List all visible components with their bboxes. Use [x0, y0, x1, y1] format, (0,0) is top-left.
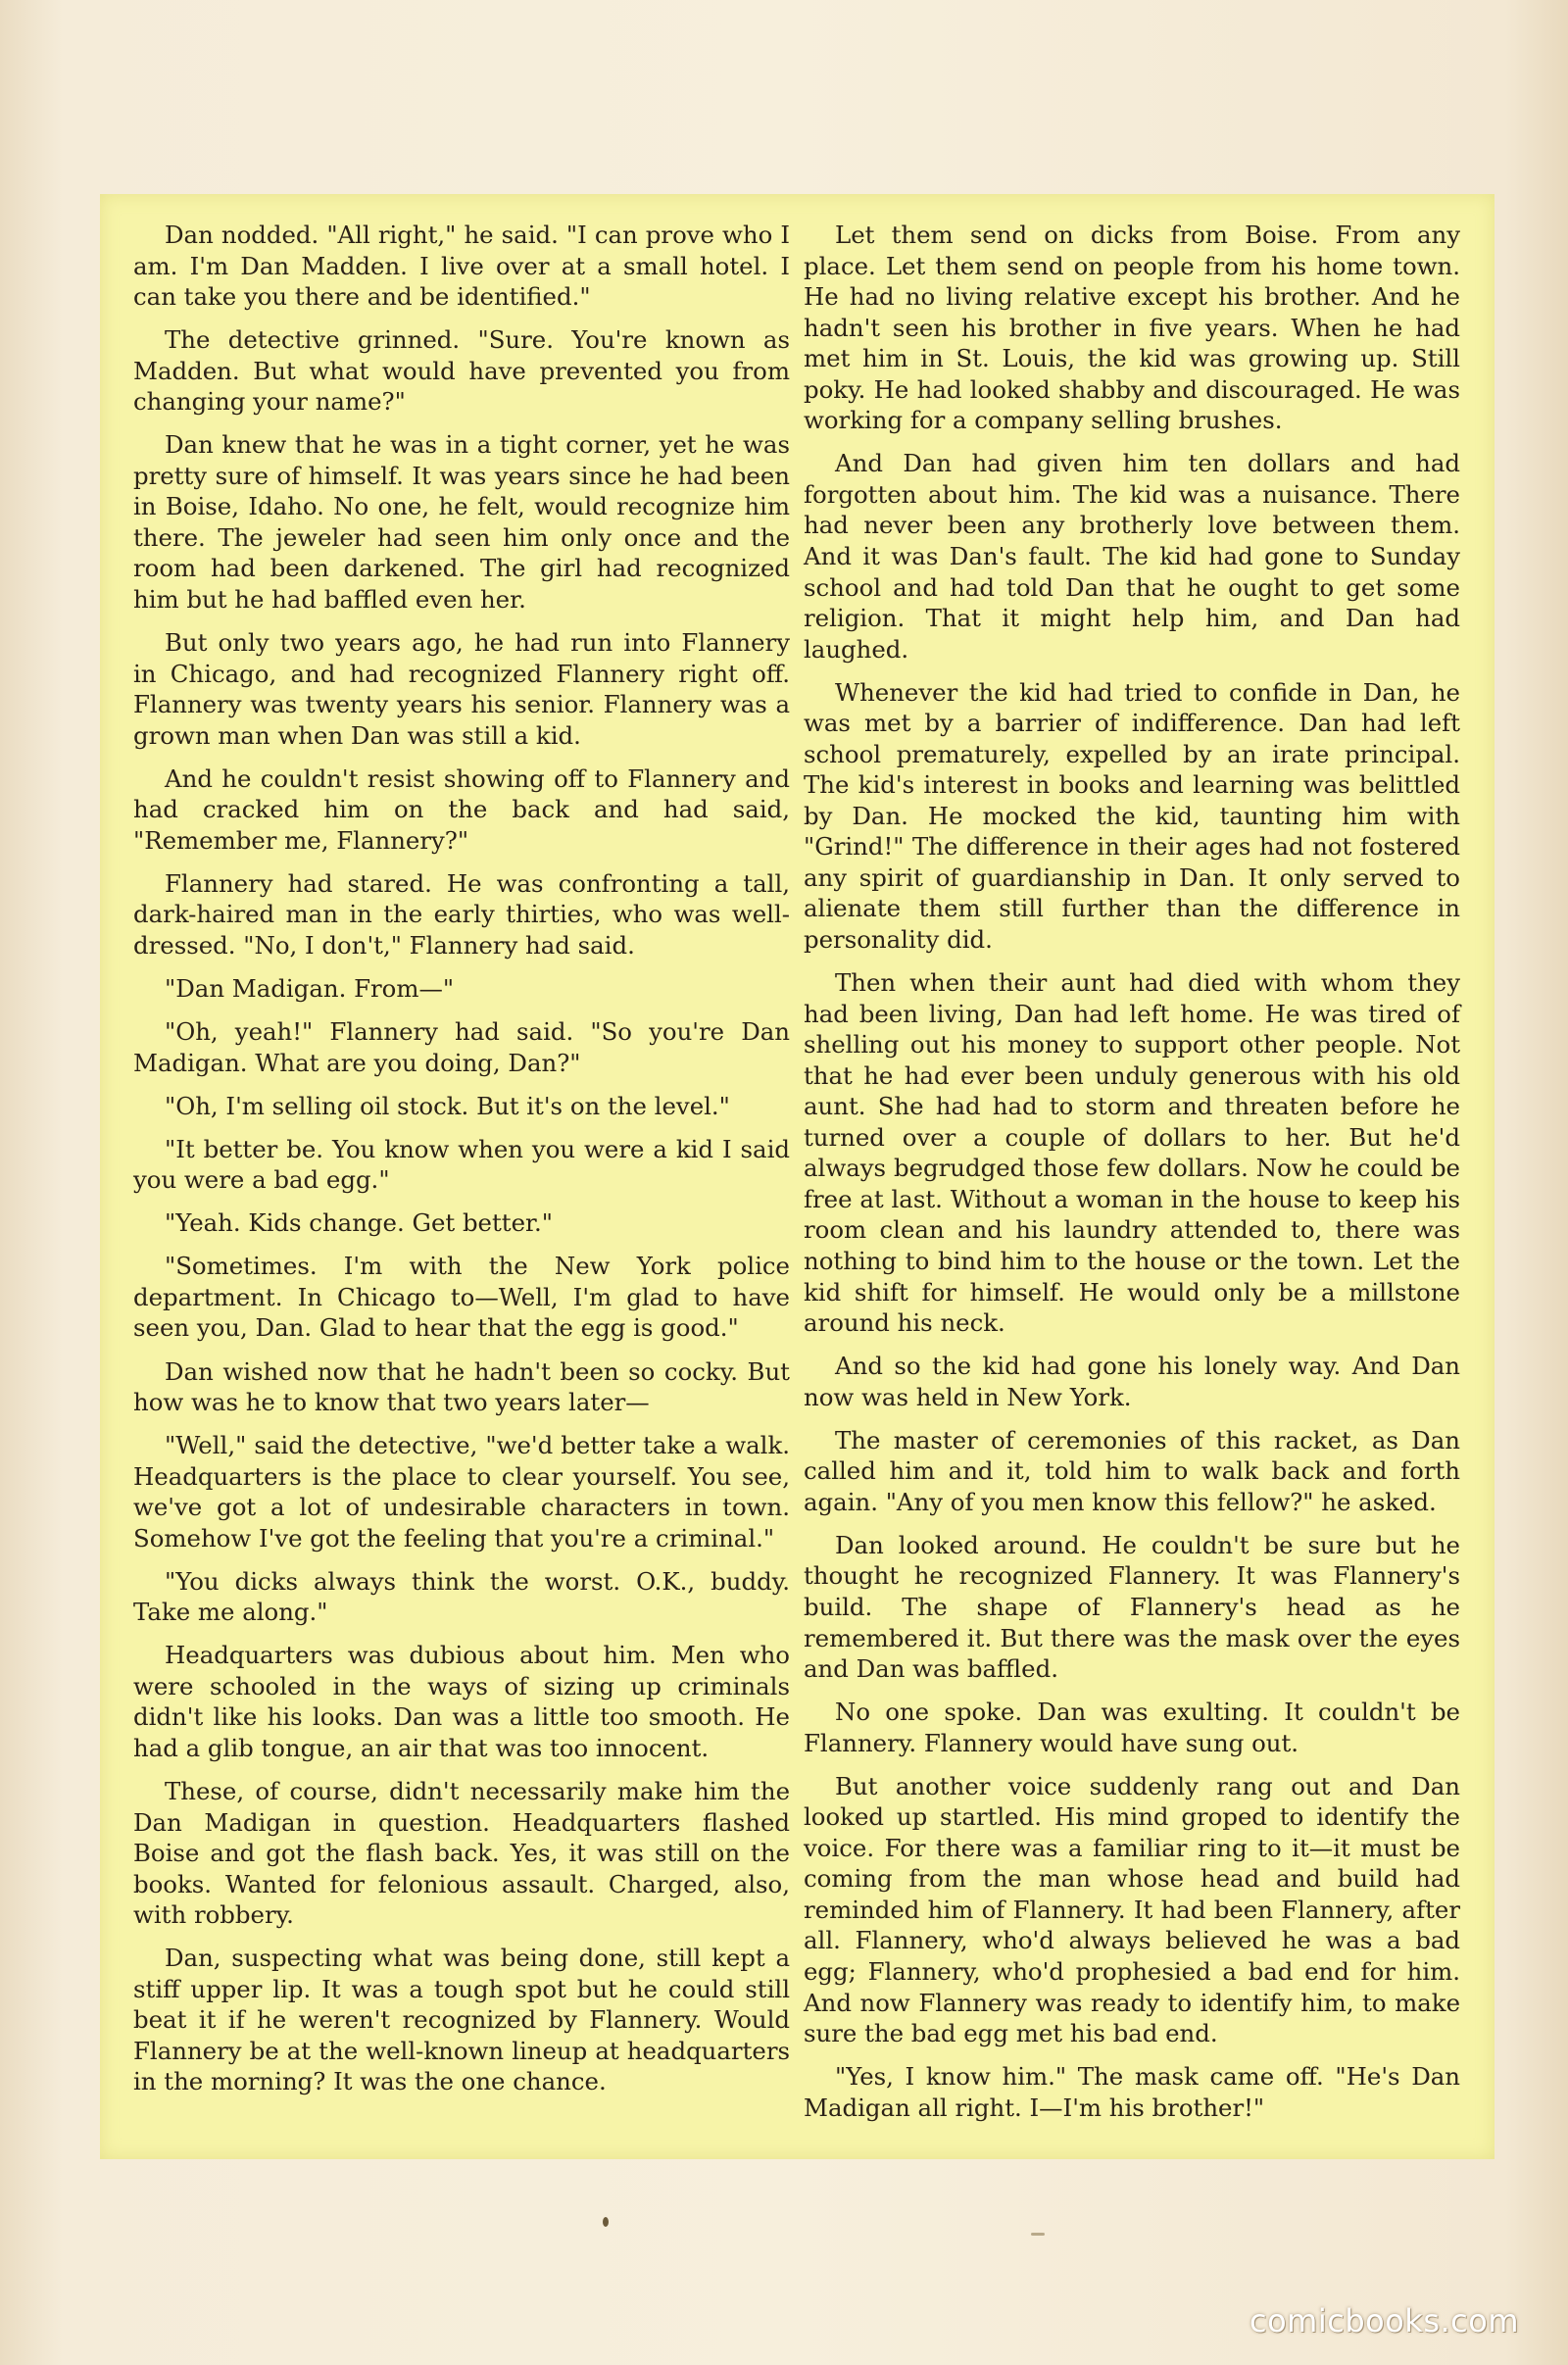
site-watermark: comicbooks.com [1249, 2302, 1519, 2340]
paragraph: "Yeah. Kids change. Get better." [165, 1208, 553, 1238]
paragraph: "Sometimes. I'm with the New York police department. In Chicago to—Well, I'm glad to have seen you, Dan. Glad to hear that the egg is good." [133, 1252, 790, 1343]
paragraph: These, of course, didn't necessarily make him the Dan Madigan in question. Headquarters flashed Boise and got the flash back. Yes, it was still on the books. Wanted for felonious assault. Charged, also, with robbery. [133, 1777, 790, 1930]
paragraph: And he couldn't resist showing off to Flannery and had cracked him on the back and had said, "Remember me, Flannery?" [133, 764, 790, 855]
paragraph: But another voice suddenly rang out and Dan looked up startled. His mind groped to identify the voice. For there was a familiar ring to it—it must be coming from the man whose head and build had reminded him of Flannery. It had been Flannery, after all. Flannery, who'd always believed he was a bad egg; Flannery, who'd prophesied a bad end for him. And now Flannery was ready to identify him, to make sure the bad egg met his bad end. [804, 1771, 1460, 2048]
right-column [804, 220, 1460, 2136]
paragraph: "Well," said the detective, "we'd better take a walk. Headquarters is the place to clear yourself. You see, we've got a lot of undesirable characters in town. Somehow I've got the feeling that you're a criminal." [133, 1431, 790, 1552]
paragraph: Dan, suspecting what was being done, still kept a stiff upper lip. It was a tough spot but he could still beat it if he weren't recognized by Flannery. Would Flannery be at the well-known lineup at headquarters in the morning? It was the one chance. [133, 1944, 790, 2096]
paragraph: "Dan Madigan. From—" [165, 974, 455, 1004]
paragraph: "Oh, yeah!" Flannery had said. "So you're Dan Madigan. What are you doing, Dan?" [133, 1017, 790, 1077]
paragraph: Dan wished now that he hadn't been so cocky. But how was he to know that two years later— [133, 1356, 790, 1417]
paragraph: And Dan had given him ten dollars and had forgotten about him. The kid was a nuisance. There had never been any brotherly love between them. And it was Dan's fault. The kid had gone to Sunday school and had told Dan that he ought to get some religion. That it might help him, and Dan had laughed. [804, 449, 1460, 664]
paragraph: But only two years ago, he had run into Flannery in Chicago, and had recognized Flannery right off. Flannery was twenty years his senior. Flannery was a grown man when Dan was still a kid. [133, 628, 790, 750]
paragraph: Then when their aunt had died with whom they had been living, Dan had left home. He was tired of shelling out his money to support other people. Not that he had ever been unduly generous with his old aunt. She had had to storm and threaten before he turned over a couple of dollars to her. But he'd always begrudged those few dollars. Now he could be free at last. Without a woman in the house to keep his room clean and his laundry attended to, there was nothing to bind him to the house or the town. Let the kid shift for himself. He would only be a millstone around his neck. [804, 968, 1460, 1338]
paragraph: Dan nodded. "All right," he said. "I can prove who I am. I'm Dan Madden. I live over at a small hotel. I can take you there and be identified." [133, 221, 790, 312]
paragraph: Let them send on dicks from Boise. From any place. Let them send on people from his home town. He had no living relative except his brother. And he hadn't seen his brother in five years. When he had met him in St. Louis, the kid was growing up. Still poky. He had looked shabby and discouraged. He was working for a company selling brushes. [804, 221, 1460, 435]
paragraph: "It better be. You know when you were a kid I said you were a bad egg." [133, 1134, 790, 1195]
paragraph: No one spoke. Dan was exulting. It couldn't be Flannery. Flannery would have sung out. [804, 1698, 1460, 1757]
ink-speck [1031, 2233, 1045, 2236]
paragraph: And so the kid had gone his lonely way. And Dan now was held in New York. [804, 1352, 1460, 1411]
paragraph: Headquarters was dubious about him. Men who were schooled in the ways of sizing up criminals didn't like his looks. Dan was a little too smooth. He had a glib tongue, an air that was too innocent. [133, 1641, 790, 1763]
text-panel [100, 194, 1494, 2159]
ink-speck [603, 2217, 609, 2227]
paragraph: "You dicks always think the worst. O.K., buddy. Take me along." [133, 1566, 790, 1627]
paragraph: The detective grinned. "Sure. You're known as Madden. But what would have prevented you from changing your name?" [133, 325, 790, 417]
paragraph: "Oh, I'm selling oil stock. But it's on the level." [165, 1091, 730, 1120]
paragraph: The master of ceremonies of this racket, as Dan called him and it, told him to walk back and forth again. "Any of you men know this fellow?" he asked. [804, 1425, 1460, 1516]
paragraph: Whenever the kid had tried to confide in Dan, he was met by a barrier of indifference. Dan had left school prematurely, expelled by an irate principal. The kid's interest in books and learning was belittled by Dan. He mocked the kid, taunting him with "Grind!" The difference in their ages had not fostered any spirit of guardianship in Dan. It only served to alienate them still further than the difference in personality did. [804, 677, 1460, 955]
paragraph: Dan knew that he was in a tight corner, yet he was pretty sure of himself. It was years since he had been in Boise, Idaho. No one, he felt, would recognize him there. The jeweler had seen him only once and the room had been darkened. The girl had recognized him but he had baffled even her. [133, 430, 790, 615]
left-column [133, 220, 790, 2110]
paragraph: Dan looked around. He couldn't be sure but he thought he recognized Flannery. It was Flannery's build. The shape of Flannery's head as he remembered it. But there was the mask over the eyes and Dan was baffled. [804, 1530, 1460, 1684]
paragraph: Flannery had stared. He was confronting a tall, dark-haired man in the early thirties, who was well-dressed. "No, I don't," Flannery had said. [133, 868, 790, 960]
paragraph: "Yes, I know him." The mask came off. "He's Dan Madigan all right. I—I'm his brother!" [804, 2062, 1460, 2122]
